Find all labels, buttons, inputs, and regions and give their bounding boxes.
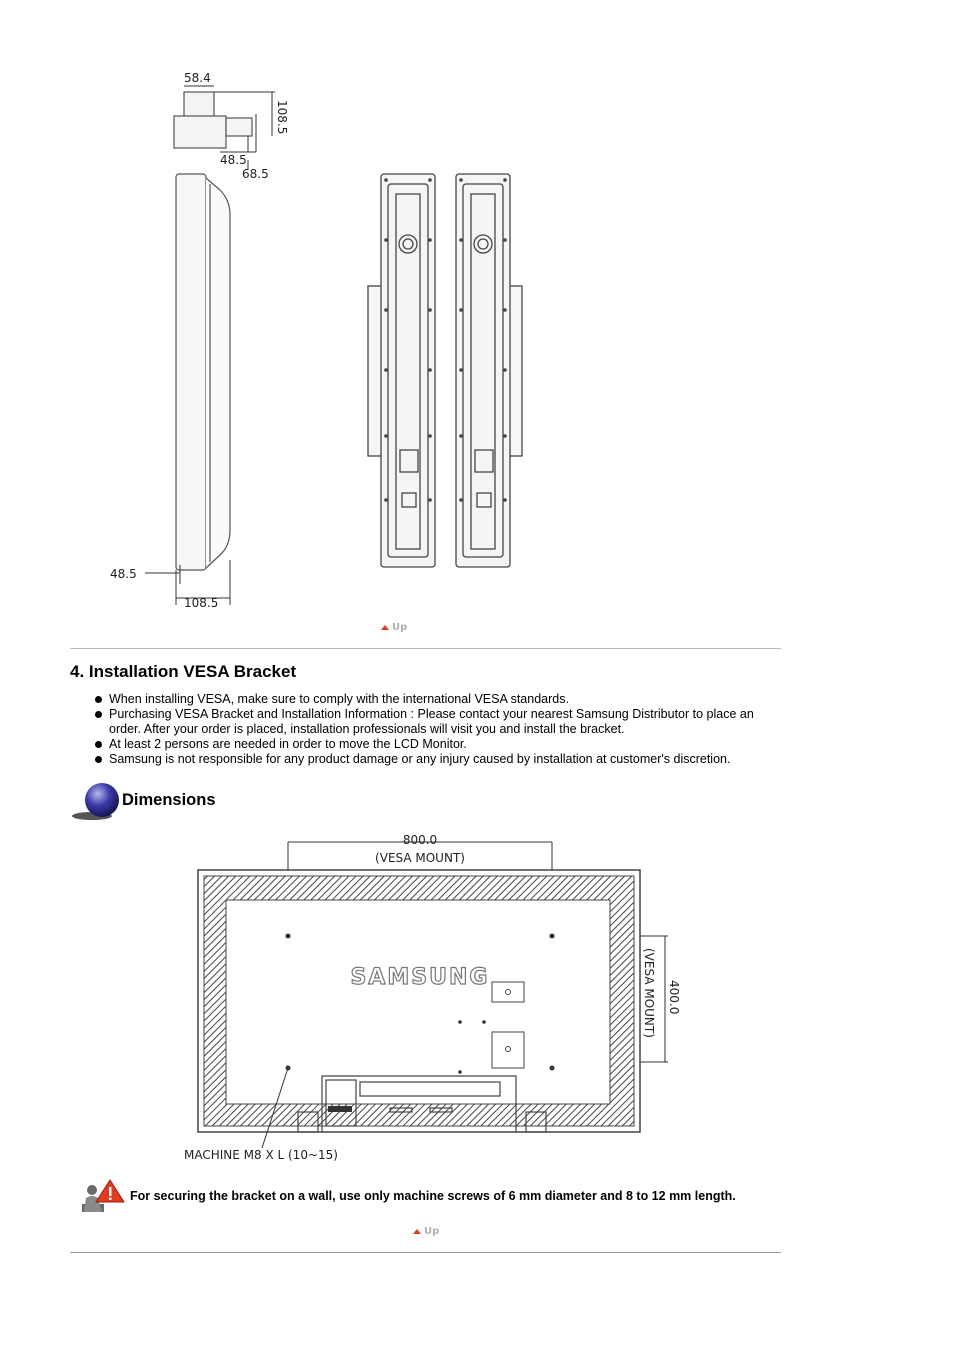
screw-label: MACHINE M8 X L (10~15) [184, 1148, 338, 1162]
bullet-icon [95, 756, 102, 763]
up-link-bottom[interactable] [413, 1226, 439, 1237]
dim-top-depth: 108.5 [275, 100, 289, 135]
up-link-top[interactable] [381, 622, 407, 633]
list-item: When installing VESA, make sure to comply with the international VESA standards. [94, 692, 784, 707]
bracket-left [368, 174, 435, 567]
bullet-icon [95, 741, 102, 748]
vesa-width-label: (VESA MOUNT) [375, 851, 465, 865]
list-item: At least 2 persons are needed in order to move the LCD Monitor. [94, 737, 784, 752]
bullet-icon [95, 696, 102, 703]
vesa-width-value: 800.0 [402, 833, 438, 847]
dim-bottom-a: 48.5 [110, 567, 137, 581]
up-label: Up [392, 622, 408, 633]
bracket-right [456, 174, 522, 567]
dim-bottom-b: 108.5 [184, 596, 219, 610]
divider-bottom [70, 1252, 781, 1253]
list-item: Samsung is not responsible for any product damage or any injury caused by installation at customer's discretion. [94, 752, 784, 767]
warning-text: For securing the bracket on a wall, use only machine screws of 6 mm diameter and 8 to 12 mm length. [130, 1189, 736, 1203]
dim-top-width: 58.4 [184, 71, 211, 85]
warning-person-icon [80, 1178, 126, 1214]
up-label: Up [424, 1226, 440, 1237]
vesa-height-label: (VESA MOUNT) [642, 948, 656, 1038]
up-arrow-icon [381, 625, 389, 630]
side-and-bracket-drawing [70, 60, 630, 615]
dim-depth-a: 48.5 [220, 153, 247, 167]
dim-depth-b: 68.5 [242, 167, 269, 181]
dimensions-title: Dimensions [122, 791, 216, 809]
sphere-icon [70, 780, 122, 822]
vesa-height-value: 400.0 [667, 980, 681, 1015]
brand-logo-text: SAMSUNG [350, 965, 490, 990]
side-view [176, 174, 230, 570]
list-item: Purchasing VESA Bracket and Installation Information : Please contact your nearest Samsung Distributor to place an order. After your order is placed, installation professionals will visit you and install the bracket. [94, 707, 784, 737]
top-view [174, 92, 252, 148]
bullet-icon [95, 711, 102, 718]
section-title: 4. Installation VESA Bracket [70, 662, 297, 681]
notes-list [94, 692, 784, 767]
up-arrow-icon [413, 1229, 421, 1234]
divider-top [70, 648, 781, 649]
vesa-dimensions-drawing [170, 828, 700, 1168]
